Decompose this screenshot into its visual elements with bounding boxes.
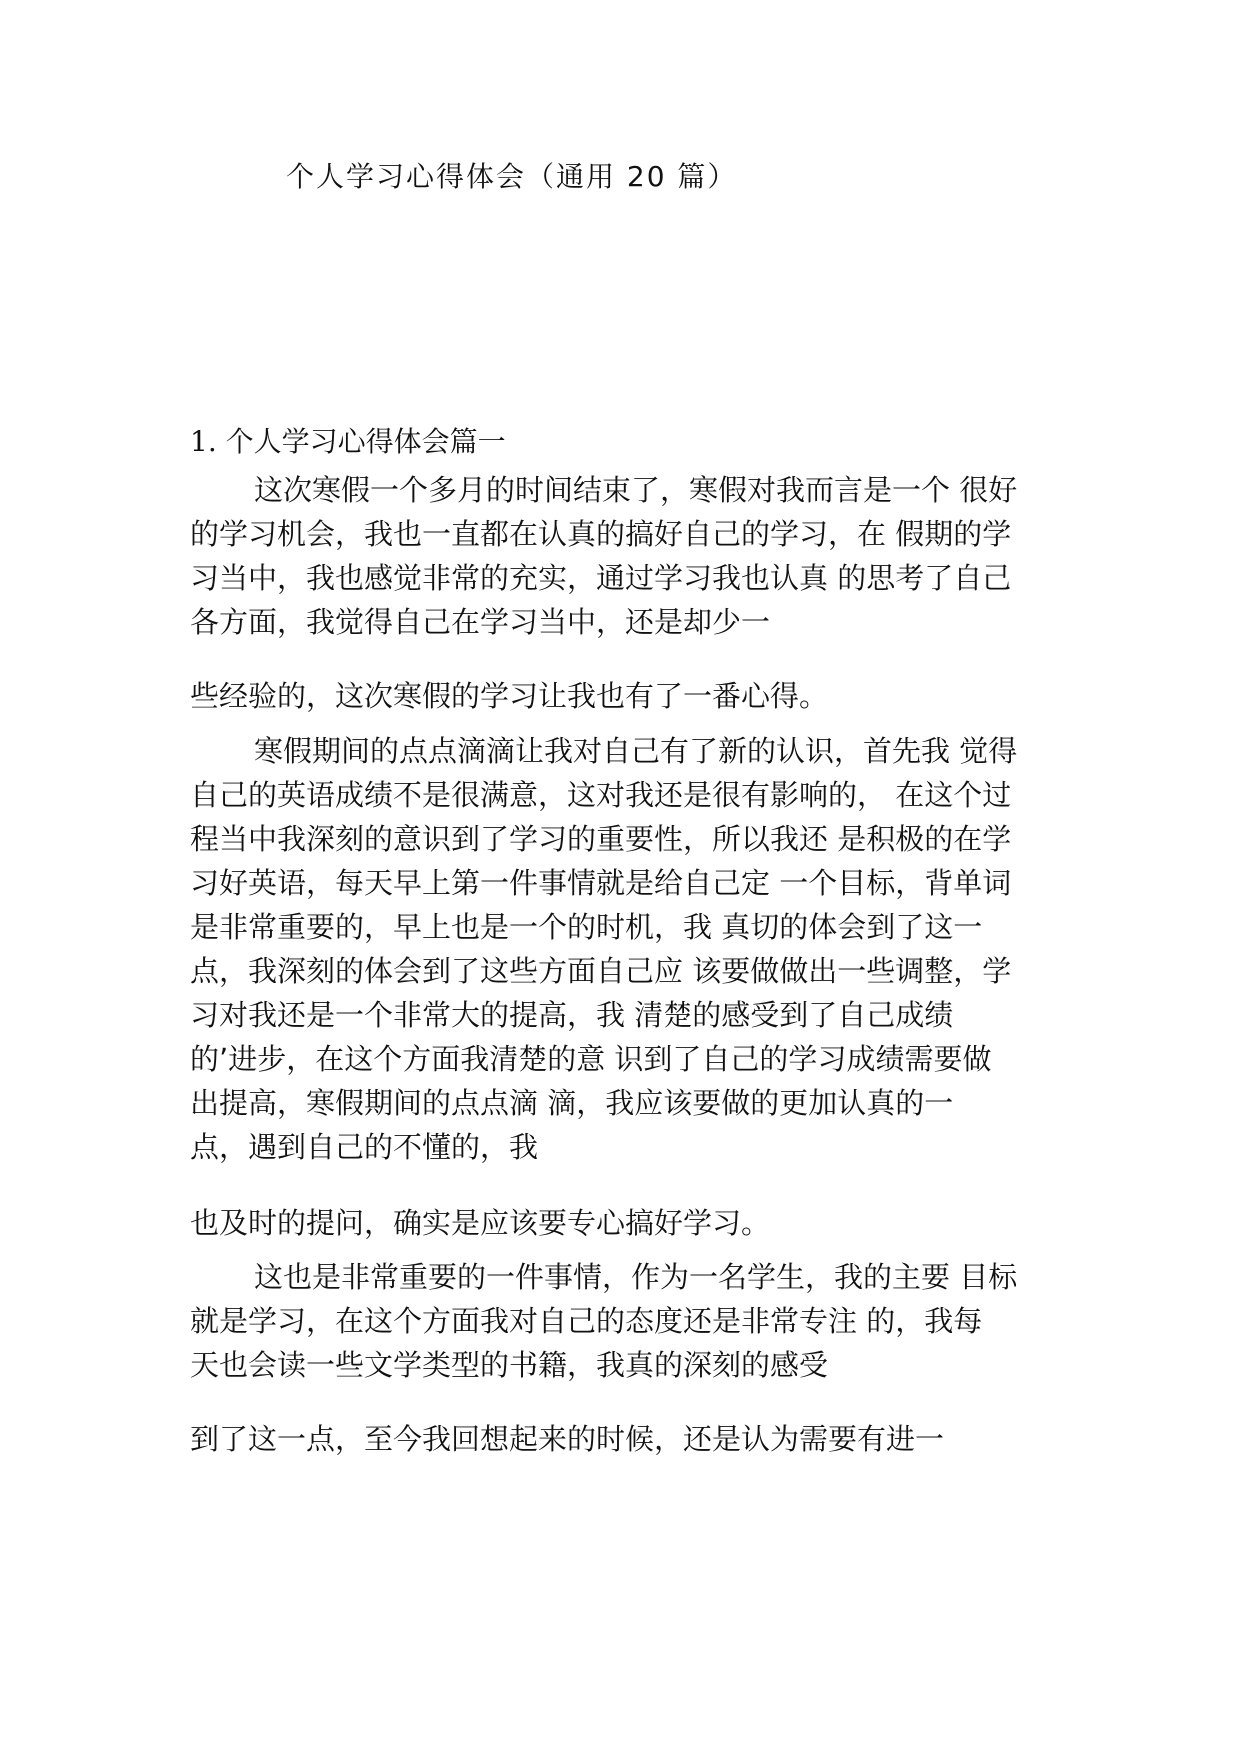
body-line: 的学习机会，我也一直都在认真的搞好自己的学习，在 假期的学 (190, 517, 1012, 551)
body-line: 程当中我深刻的意识到了学习的重要性，所以我还 是积极的在学 (190, 822, 1012, 856)
body-line: 也及时的提问，确实是应该要专心搞好学习。 (190, 1206, 771, 1240)
section-heading-text: 个人学习心得体会篇一 (225, 425, 506, 458)
body-line: 点，我深刻的体会到了这些方面自己应 该要做做出一些调整，学 (190, 954, 1012, 988)
body-line: 到了这一点，至今我回想起来的时候，还是认为需要有进一 (190, 1422, 945, 1456)
section-number: 1. (190, 425, 217, 458)
body-line: 这也是非常重要的一件事情，作为一名学生，我的主要 目标 (254, 1260, 1018, 1294)
body-line: 各方面，我觉得自己在学习当中，还是却少一 (190, 605, 771, 639)
body-line: 这次寒假一个多月的时间结束了，寒假对我而言是一个 很好 (254, 473, 1018, 507)
section-heading (190, 420, 506, 460)
body-line: 自己的英语成绩不是很满意，这对我还是很有影响的， 在这个过 (190, 778, 1012, 812)
body-line: 是非常重要的，早上也是一个的时机，我 真切的体会到了这一 (190, 910, 983, 944)
body-line: 的’进步，在这个方面我清楚的意 识到了自己的学习成绩需要做 (190, 1042, 992, 1076)
body-line: 点，遇到自己的不懂的，我 (190, 1130, 539, 1164)
document-title: 个人学习心得体会（通用 20 篇） (286, 160, 738, 193)
body-line: 习好英语，每天早上第一件事情就是给自己定 一个目标，背单词 (190, 866, 1012, 900)
body-line: 习当中，我也感觉非常的充实，通过学习我也认真 的思考了自己 (190, 561, 1012, 595)
body-line: 习对我还是一个非常大的提高，我 清楚的感受到了自己成绩 (190, 998, 954, 1032)
body-line: 就是学习，在这个方面我对自己的态度还是非常专注 的，我每 (190, 1304, 983, 1338)
body-line: 天也会读一些文学类型的书籍，我真的深刻的感受 (190, 1348, 829, 1382)
body-line: 些经验的，这次寒假的学习让我也有了一番心得。 (190, 679, 829, 713)
body-line: 出提高，寒假期间的点点滴 滴，我应该要做的更加认真的一 (190, 1086, 954, 1120)
body-line: 寒假期间的点点滴滴让我对自己有了新的认识，首先我 觉得 (254, 734, 1018, 768)
